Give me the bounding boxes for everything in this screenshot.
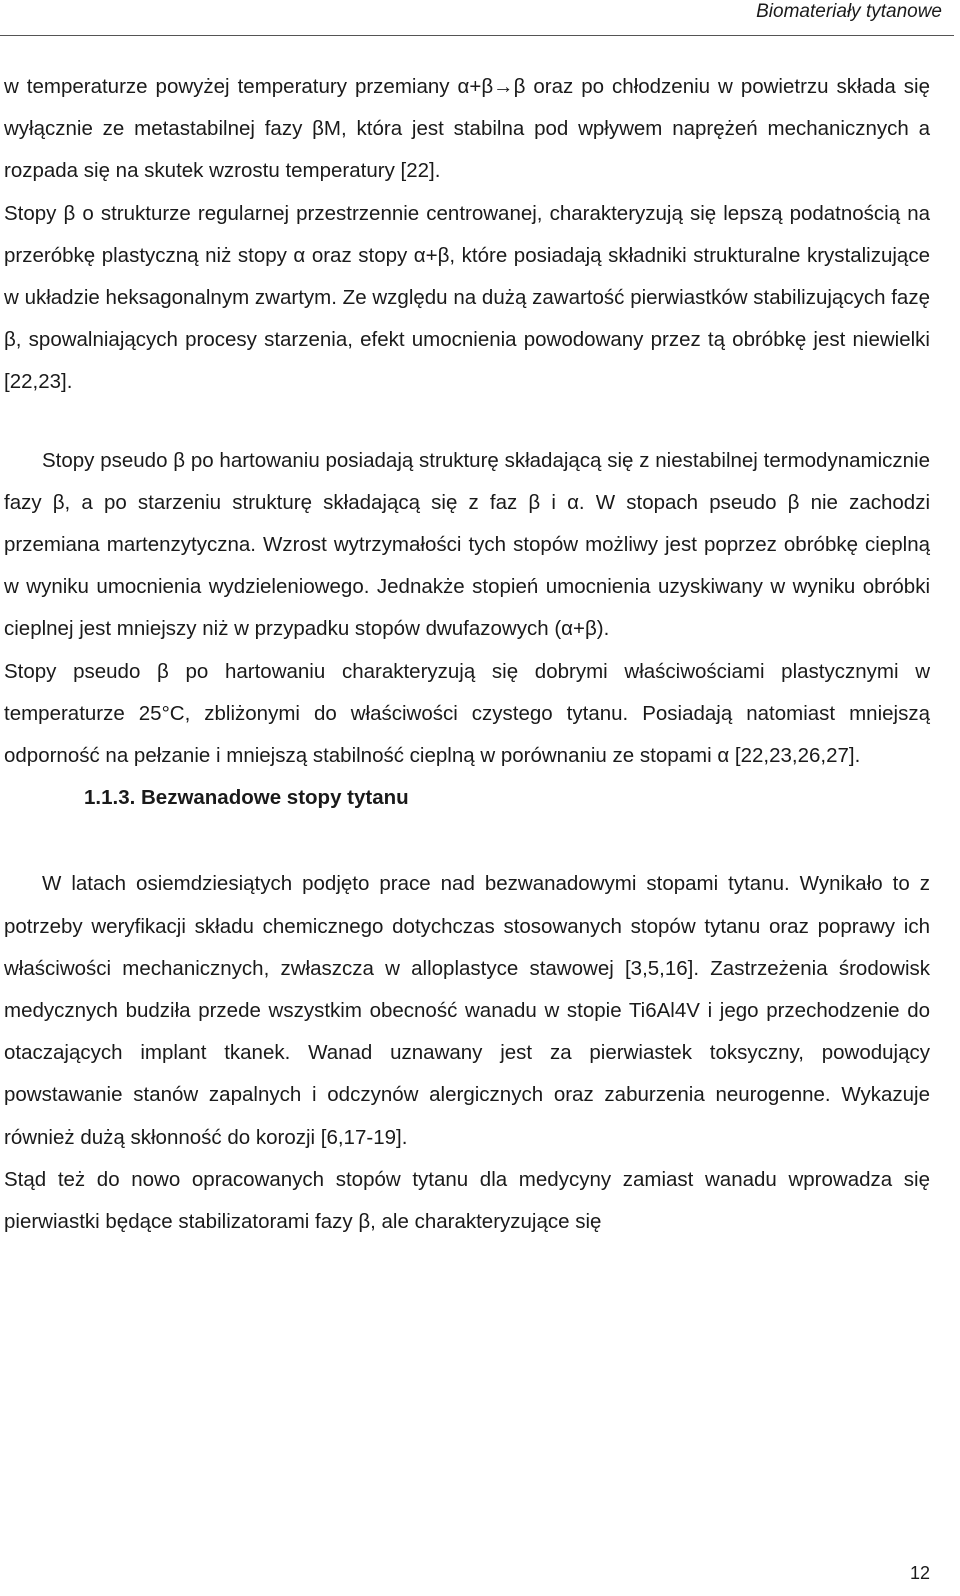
running-header: Biomateriały tytanowe xyxy=(756,1,942,22)
paragraph-beta-alloys: Stopy β o strukturze regularnej przestrzennie centrowanej, charakteryzują się lepszą podatnością na przeróbkę plastyczną niż stopy α oraz stopy α+β, które posiadają składniki strukturalne krystalizujące w układzie heksagonalnym zwartym. Ze względu na dużą zawartość pierwiastków stabilizujących fazę β, spowalniających procesy starzenia, efekt umocnienia powodowany przez tą obróbkę jest niewielki [22,23]. xyxy=(4,201,930,394)
paragraph-pseudo-beta-hardening: Stopy pseudo β po hartowaniu posiadają strukturę składającą się z niestabilnej termodynamicznie fazy β, a po starzeniu strukturę składającą się z faz β i α. W stopach pseudo β nie zachodzi przemiana martenzytyczna. Wzrost wytrzymałości tych stopów możliwy jest poprzez obróbkę cieplną w wyniku umocnienia wydzieleniowego. Jednakże stopień umocnienia uzyskiwany w wyniku obróbki cieplnej jest mniejszy niż w przypadku stopów dwufazowych (α+β). xyxy=(4,448,930,641)
paragraph-beta-stabilizers: Stąd też do nowo opracowanych stopów tytanu dla medycyny zamiast wanadu wprowadza się pierwiastki będące stabilizatorami fazy β, ale charakteryzujące się xyxy=(4,1167,930,1234)
header-rule xyxy=(0,35,954,36)
page-body xyxy=(4,66,930,1243)
section-heading: 1.1.3. Bezwanadowe stopy tytanu xyxy=(84,786,409,810)
page-number: 12 xyxy=(909,1563,930,1583)
paragraph-phase-transformation: w temperaturze powyżej temperatury przemiany α+β→β oraz po chłodzeniu w powietrzu składa się wyłącznie ze metastabilnej fazy βM, która jest stabilna pod wpływem naprężeń mechanicznych a rozpada się na skutek wzrostu temperatury [22]. xyxy=(4,75,930,183)
paragraph-vanadium-free: W latach osiemdziesiątych podjęto prace nad bezwanadowymi stopami tytanu. Wynikało to z potrzeby weryfikacji składu chemicznego dotychczas stosowanych stopów tytanu oraz poprawy ich właściwości mechanicznych, zwłaszcza w alloplastyce stawowej [3,5,16]. Zastrzeżenia środowisk medycznych budziła przede wszystkim obecność wanadu w stopie Ti6Al4V i jego przechodzenie do otaczających implant tkanek. Wanad uznawany jest za pierwiastek toksyczny, powodujący powstawanie stanów zapalnych i odczynów alergicznych oraz zaburzenia neurogenne. Wykazuje również dużą skłonność do korozji [6,17-19]. xyxy=(4,872,930,1149)
paragraph-pseudo-beta-properties: Stopy pseudo β po hartowaniu charakteryzują się dobrymi właściwościami plastycznymi w temperaturze 25°C, zbliżonymi do właściwości czystego tytanu. Posiadają natomiast mniejszą odporność na pełzanie i mniejszą stabilność cieplną w porównaniu ze stopami α [22,23,26,27]. xyxy=(4,659,930,768)
